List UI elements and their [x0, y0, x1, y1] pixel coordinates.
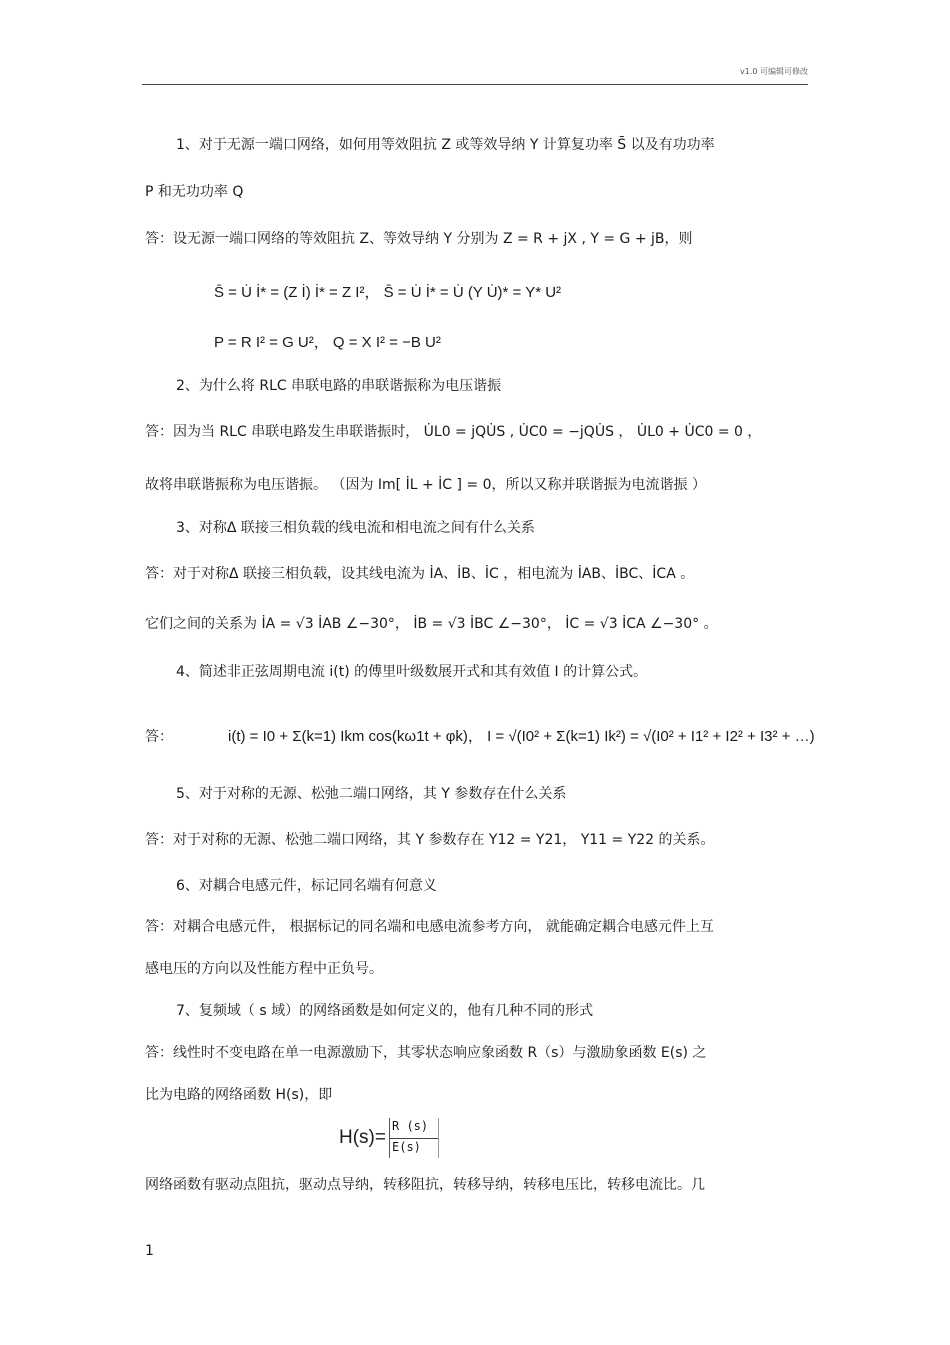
answer-6-cont: 感电压的方向以及性能方程中正负号。 [145, 961, 383, 977]
question-1: 1、对于无源一端口网络，如何用等效阻抗 Z 或等效导纳 Y 计算复功率 S̄ 以及有功功率 [176, 137, 715, 153]
answer-3: 答：对于对称Δ 联接三相负载，设其线电流为 İA、İB、İC ，相电流为 İAB、İBC、İCA 。 [145, 566, 695, 582]
answer-2-cont: 故将串联谐振称为电压谐振。 （因为 Im[ İL + İC ] = 0，所以又称并联谐振为电流谐振 ） [145, 477, 706, 493]
formula-complex-power: S̄ = U̇ İ* = (Z İ) İ* = Z I²， S̄ = U̇ İ* = U̇ (Y U̇)* = Y* U² [214, 284, 562, 301]
page-number: 1 [145, 1243, 154, 1259]
answer-3-relation: 它们之间的关系为 İA = √3 İAB ∠−30°， İB = √3 İBC ∠−30°， İC = √3 İCA ∠−30° 。 [145, 616, 718, 632]
answer-1: 答：设无源一端口网络的等效阻抗 Z、等效导纳 Y 分别为 Z = R + jX , Y = G + jB，则 [145, 231, 693, 247]
answer-5: 答：对于对称的无源、松弛二端口网络，其 Y 参数存在 Y12 = Y21， Y11 = Y22 的关系。 [145, 832, 715, 848]
question-4: 4、简述非正弦周期电流 i(t) 的傅里叶级数展开式和其有效值 I 的计算公式。 [176, 664, 648, 680]
question-7: 7、复频域（ s 域）的网络函数是如何定义的，他有几种不同的形式 [176, 1003, 594, 1019]
fraction-bar [390, 1138, 438, 1139]
question-1-cont: P 和无功功率 Q [145, 184, 244, 200]
answer-6: 答：对耦合电感元件， 根据标记的同名端和电感电流参考方向， 就能确定耦合电感元件上互 [145, 919, 714, 935]
answer-7-forms: 网络函数有驱动点阻抗，驱动点导纳，转移阻抗，转移导纳，转移电压比，转移电流比。几 [145, 1177, 705, 1193]
question-5: 5、对于对称的无源、松弛二端口网络，其 Y 参数存在什么关系 [176, 786, 567, 802]
question-2: 2、为什么将 RLC 串联电路的串联谐振称为电压谐振 [176, 378, 502, 394]
network-function-formula [339, 1118, 449, 1158]
answer-4-label: 答： [145, 729, 173, 745]
answer-7: 答：线性时不变电路在单一电源激励下，其零状态响应象函数 R（s）与激励象函数 E(s) 之 [145, 1045, 707, 1061]
formula-fourier: i(t) = I0 + Σ(k=1) Ikm cos(kω1t + φk)， I = √(I0² + Σ(k=1) Ik²) = √(I0² + I1² + I2² + I3² + …) [228, 728, 815, 745]
question-3: 3、对称Δ 联接三相负载的线电流和相电流之间有什么关系 [176, 520, 535, 536]
formula-lhs: H(s)= [339, 1127, 386, 1148]
answer-2: 答：因为当 RLC 串联电路发生串联谐振时， U̇L0 = jQU̇S , U̇C0 = −jQU̇S ， U̇L0 + U̇C0 = 0 ， [145, 424, 762, 440]
formula-fraction [389, 1118, 439, 1158]
header-divider [142, 84, 808, 85]
answer-7-cont: 比为电路的网络函数 H(s)，即 [145, 1087, 333, 1103]
page-header: v1.0 可编辑可修改 [740, 67, 808, 76]
formula-denominator: E(s) [392, 1140, 421, 1154]
formula-active-reactive: P = R I² = G U²， Q = X I² = −B U² [214, 334, 441, 351]
question-6: 6、对耦合电感元件，标记同名端有何意义 [176, 878, 437, 894]
formula-numerator: R (s) [392, 1119, 429, 1133]
